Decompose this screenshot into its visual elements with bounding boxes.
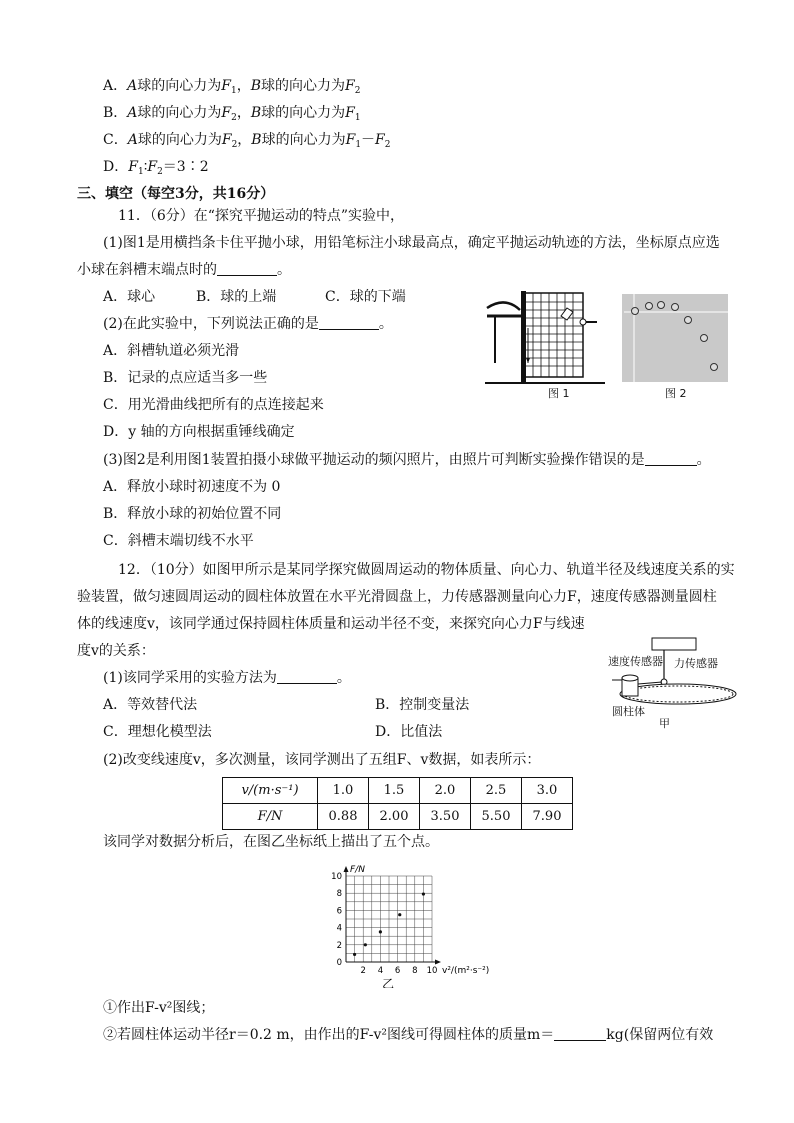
x-tick-label: 6 [394,966,401,976]
x-axis-label: v²/(m²·s⁻²) [442,966,490,976]
table-header-f: F/N [223,804,318,830]
table-cell: 1.0 [318,778,369,804]
y-tick-label: 6 [336,906,342,917]
q11-p3-opt-a: A．释放小球时初速度不为 0 [103,479,281,495]
q12-draw: ①作出F-v²图线； [103,1000,215,1016]
q11-stem: 11．（6分）在“探究平抛运动的特点”实验中， [118,208,405,224]
q11-p1-line1: (1)图1是用横挡条卡住平抛小球，用铅笔标注小球最高点，确定平抛运动轨迹的方法，坐标原点应选 [103,235,720,251]
table-cell: 1.5 [369,778,420,804]
q12-stem-line1: 12．（10分）如图甲所示是某同学探究做圆周运动的物体质量、向心力、轨道半径及线速度关系的实 [118,562,735,578]
data-point [422,892,425,895]
q11-p1-line2: 小球在斜槽末端点时的 。 [77,262,291,278]
table-row [223,778,573,804]
q12-p1-stem: (1)该同学采用的实验方法为 。 [103,670,351,686]
q12-stem-line4: 度v的关系： [77,643,155,659]
figure-1-caption: 图 1 [548,387,570,400]
q12-p2-stem: (2)改变线速度v，多次测量，该同学测出了五组F、v数据，如表所示： [103,752,541,768]
data-table [222,777,573,830]
answer-blank[interactable] [645,451,697,466]
y-tick-label: 0 [336,958,342,968]
q11-p3-opt-c: C．斜槽末端切线不水平 [103,533,254,549]
figure-jia-caption: 甲 [659,717,670,730]
figure-2-photo [622,294,728,382]
section-title: 三、填空（每空3分，共16分） [77,186,275,202]
table-cell: 2.00 [369,804,420,830]
table-cell: 5.50 [471,804,522,830]
data-point [398,913,401,916]
q12-after-table: 该同学对数据分析后，在图乙坐标纸上描出了五个点。 [103,834,439,850]
data-point [364,943,367,946]
q11-p2-opt-c: C．用光滑曲线把所有的点连接起来 [103,397,324,413]
q11-p1-options: A．球心 B．球的上端 C．球的下端 [103,289,406,305]
q10-option-b: B．A球的向心力为$F_2$，B球的向心力为$F_1$ [103,105,361,123]
label-cylinder: 圆柱体 [612,705,645,718]
q11-p3-stem: (3)图2是利用图1装置拍摄小球做平抛运动的频闪照片，由照片可判断实验操作错误的是 。 [103,452,711,468]
x-tick-label: 10 [426,966,438,976]
y-tick-label: 8 [336,889,342,900]
label-force-sensor: 力传感器 [674,657,718,670]
y-axis-arrow [344,866,349,872]
label-speed-sensor: 速度传感器 [608,655,663,668]
y-tick-label: 2 [336,940,342,951]
x-tick-label: 2 [360,966,366,976]
q10-option-c: C．A球的向心力为$F_2$，B球的向心力为$F_1-F_2$ [103,132,391,150]
x-axis-arrow [435,960,441,965]
data-point [353,953,356,956]
f-v2-chart-svg [322,858,502,988]
y-axis-label: F/N [350,865,365,875]
q12-stem-line3: 体的线速度v，该同学通过保持圆柱体质量和运动半径不变，来探究向心力F与线速 [77,616,585,632]
q10-option-d: D．$F_1∶F_2=3∶2$ [103,159,209,177]
table-cell: 3.0 [522,778,573,804]
q11-p2-opt-d: D．y 轴的方向根据重锤线确定 [103,424,295,440]
table-header-v: v/(m·s⁻¹) [223,778,318,804]
x-tick-label: 8 [412,966,418,976]
answer-blank[interactable] [277,669,337,684]
answer-blank[interactable] [554,1026,606,1041]
q12-p1-options-ab: A．等效替代法 B．控制变量法 [103,697,470,713]
figure-1-apparatus [485,288,605,398]
table-cell: 2.0 [420,778,471,804]
data-point [379,930,382,933]
y-tick-label: 10 [331,872,342,882]
y-tick-label: 4 [336,923,342,934]
q11-p2-stem: (2)在此实验中，下列说法正确的是 。 [103,316,393,332]
figure-2-caption: 图 2 [665,387,687,400]
q12-mass: ②若圆柱体运动半径r＝0.2 m，由作出的F-v²图线可得圆柱体的质量m＝ kg(保留两位有效 [103,1027,714,1043]
answer-blank[interactable] [217,261,277,276]
q11-p3-opt-b: B．释放小球的初始位置不同 [103,506,282,522]
q12-p1-options-cd: C．理想化模型法 D．比值法 [103,724,443,740]
table-cell: 7.90 [522,804,573,830]
q12-stem-line2: 验装置，做匀速圆周运动的圆柱体放置在水平光滑圆盘上，力传感器测量向心力F，速度传感器测量圆柱 [77,589,717,605]
figure-yi-chart [322,858,502,988]
table-cell: 0.88 [318,804,369,830]
q11-p2-opt-b: B．记录的点应适当多一些 [103,370,268,386]
answer-blank[interactable] [319,315,379,330]
table-row [223,804,573,830]
chart-caption: 乙 [382,977,395,988]
q10-option-a: A．A球的向心力为$F_1$，B球的向心力为$F_2$ [103,78,361,96]
table-cell: 2.5 [471,778,522,804]
x-tick-label: 4 [377,966,384,976]
table-cell: 3.50 [420,804,471,830]
q11-p2-opt-a: A．斜槽轨道必须光滑 [103,343,240,359]
